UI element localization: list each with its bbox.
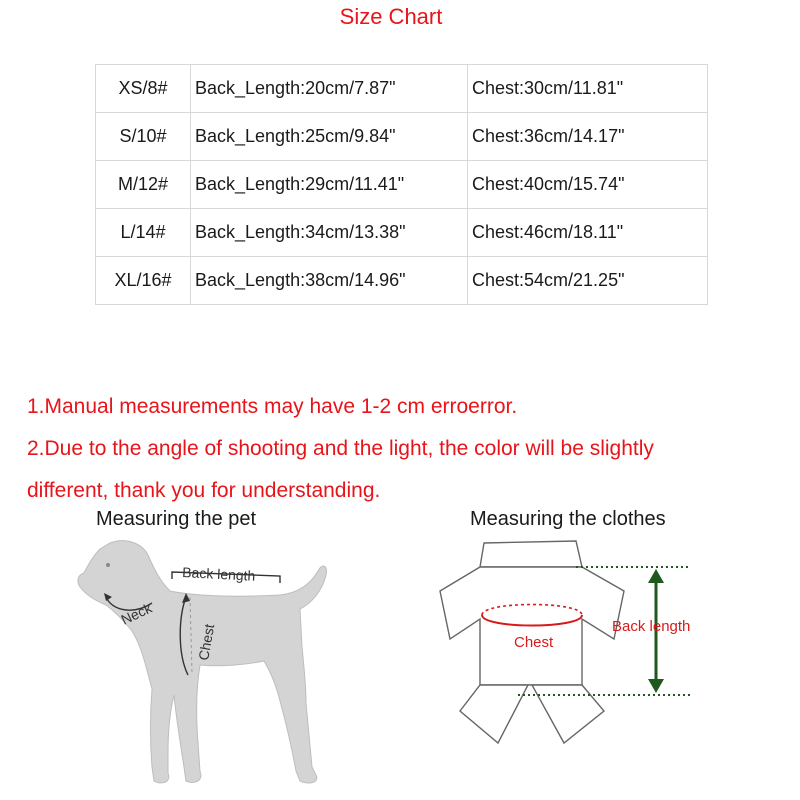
neck-label: Neck xyxy=(118,599,155,628)
garment-right-leg-icon xyxy=(532,685,604,743)
size-cell: M/12# xyxy=(96,161,191,209)
back-length-cell: Back_Length:25cm/9.84" xyxy=(191,113,468,161)
dog-chest-label: Chest xyxy=(195,622,218,662)
garment-collar-icon xyxy=(480,541,582,567)
size-cell: S/10# xyxy=(96,113,191,161)
chest-cell: Chest:36cm/14.17" xyxy=(468,113,708,161)
chest-cell: Chest:30cm/11.81" xyxy=(468,65,708,113)
table-row xyxy=(96,209,708,257)
size-chart-title: Size Chart xyxy=(339,4,443,29)
note-line-2: 2.Due to the angle of shooting and the light, the color will be slightly xyxy=(27,437,654,460)
pet-figure-title: Measuring the pet xyxy=(96,508,257,530)
dog-figure xyxy=(70,535,330,800)
back-length-cell: Back_Length:38cm/14.96" xyxy=(191,257,468,305)
chest-cell: Chest:40cm/15.74" xyxy=(468,161,708,209)
clothes-figure-title: Measuring the clothes xyxy=(470,508,666,530)
table-row xyxy=(96,113,708,161)
size-cell: XL/16# xyxy=(96,257,191,305)
garment-left-leg-icon xyxy=(460,685,528,743)
clothes-back-length-label: Back length xyxy=(612,618,691,635)
back-length-cell: Back_Length:29cm/11.41" xyxy=(191,161,468,209)
size-cell: XS/8# xyxy=(96,65,191,113)
dog-eye-icon xyxy=(106,563,110,567)
clothes-figure xyxy=(436,535,726,750)
back-length-cell: Back_Length:34cm/13.38" xyxy=(191,209,468,257)
back-length-cell: Back_Length:20cm/7.87" xyxy=(191,65,468,113)
note-line-3: different, thank you for understanding. xyxy=(27,479,381,502)
size-cell: L/14# xyxy=(96,209,191,257)
arrow-down-icon xyxy=(648,679,664,693)
table-row xyxy=(96,65,708,113)
size-table xyxy=(95,64,708,305)
note-line-1: 1.Manual measurements may have 1-2 cm erroerror. xyxy=(27,395,518,418)
table-row xyxy=(96,161,708,209)
table-row xyxy=(96,257,708,305)
dog-back-length-label: Back length xyxy=(181,564,256,584)
chest-cell: Chest:54cm/21.25" xyxy=(468,257,708,305)
clothes-chest-label: Chest xyxy=(514,634,554,651)
arrow-up-icon xyxy=(648,569,664,583)
notes xyxy=(27,386,787,512)
chest-cell: Chest:46cm/18.11" xyxy=(468,209,708,257)
